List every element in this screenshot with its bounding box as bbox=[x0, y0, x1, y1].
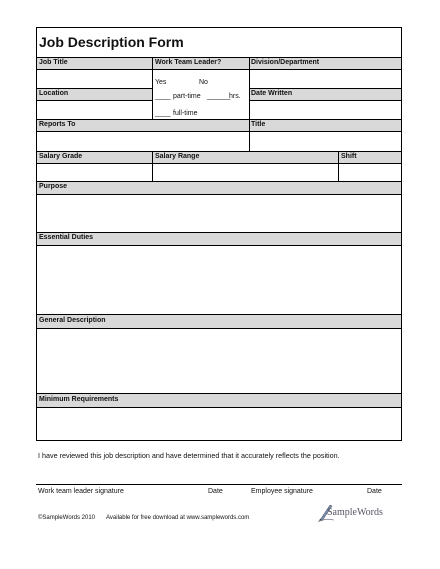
employee-signature-label: Employee signature bbox=[251, 488, 313, 495]
grid-line bbox=[249, 88, 402, 89]
grid-line bbox=[36, 328, 402, 329]
hours-blank[interactable]: ______ bbox=[207, 93, 231, 100]
division-field[interactable] bbox=[250, 70, 400, 88]
grid-line bbox=[249, 100, 402, 101]
grid-line bbox=[36, 151, 402, 152]
purpose-field[interactable] bbox=[37, 195, 401, 232]
location-field[interactable] bbox=[37, 101, 152, 119]
grid-line bbox=[36, 393, 402, 394]
form-title: Job Description Form bbox=[39, 34, 184, 50]
signature-line bbox=[36, 484, 402, 485]
shift-label: Shift bbox=[341, 153, 357, 160]
grid-line bbox=[36, 88, 153, 89]
grid-line bbox=[338, 151, 339, 181]
salary-range-label: Salary Range bbox=[155, 153, 200, 160]
general-description-label: General Description bbox=[39, 317, 106, 324]
leader-date-label: Date bbox=[208, 488, 223, 495]
part-time-blank[interactable]: ____ bbox=[155, 93, 171, 100]
salary-grade-field[interactable] bbox=[37, 164, 152, 181]
reports-to-header bbox=[37, 120, 401, 131]
date-written-field[interactable] bbox=[250, 101, 400, 119]
reports-to-field[interactable] bbox=[37, 132, 249, 150]
work-team-leader-label: Work Team Leader? bbox=[155, 59, 222, 66]
leader-no-option[interactable]: No bbox=[199, 79, 208, 86]
division-label: Division/Department bbox=[251, 59, 320, 66]
review-statement: I have reviewed this job description and have determined that it accurately reflects the position. bbox=[38, 451, 340, 460]
grid-line bbox=[36, 407, 402, 408]
purpose-label: Purpose bbox=[39, 183, 68, 190]
general-description-field[interactable] bbox=[37, 329, 401, 393]
grid-line bbox=[36, 131, 402, 132]
employee-date-label: Date bbox=[367, 488, 382, 495]
leader-signature-label: Work team leader signature bbox=[38, 488, 124, 495]
download-text: Available for free download at www.samplewords.com bbox=[106, 515, 250, 521]
shift-field[interactable] bbox=[339, 164, 400, 181]
date-written-label: Date Written bbox=[251, 90, 293, 97]
full-time-blank[interactable]: ____ bbox=[155, 110, 171, 117]
grid-line bbox=[152, 151, 153, 181]
salary-grade-label: Salary Grade bbox=[39, 153, 83, 160]
minimum-requirements-field[interactable] bbox=[37, 408, 401, 440]
location-label: Location bbox=[39, 90, 69, 97]
salary-range-field[interactable] bbox=[154, 164, 338, 181]
grid-line bbox=[36, 163, 402, 164]
logo-wordmark: SampleWords bbox=[327, 507, 383, 518]
minimum-requirements-label: Minimum Requirements bbox=[39, 396, 119, 403]
grid-line bbox=[36, 232, 402, 233]
grid-line bbox=[36, 100, 153, 101]
grid-line bbox=[152, 57, 153, 119]
reports-to-label: Reports To bbox=[39, 121, 76, 128]
grid-line bbox=[36, 245, 402, 246]
grid-line bbox=[36, 181, 402, 182]
grid-line bbox=[36, 314, 402, 315]
job-title-field[interactable] bbox=[37, 70, 152, 88]
essential-duties-field[interactable] bbox=[37, 246, 401, 314]
purpose-header bbox=[37, 182, 401, 194]
title-field[interactable] bbox=[250, 132, 400, 150]
title-label: Title bbox=[251, 121, 266, 128]
hours-label: hrs. bbox=[229, 93, 241, 100]
grid-line bbox=[36, 119, 402, 120]
part-time-label: part-time bbox=[173, 93, 201, 100]
grid-line bbox=[36, 69, 402, 70]
samplewords-logo bbox=[318, 502, 404, 524]
essential-duties-label: Essential Duties bbox=[39, 234, 94, 241]
copyright-text: ©SampleWords 2010 bbox=[38, 515, 96, 521]
leader-yes-option[interactable]: Yes bbox=[155, 79, 167, 86]
job-title-label: Job Title bbox=[39, 59, 68, 66]
grid-line bbox=[249, 57, 250, 151]
grid-line bbox=[36, 194, 402, 195]
full-time-label: full-time bbox=[173, 110, 198, 117]
